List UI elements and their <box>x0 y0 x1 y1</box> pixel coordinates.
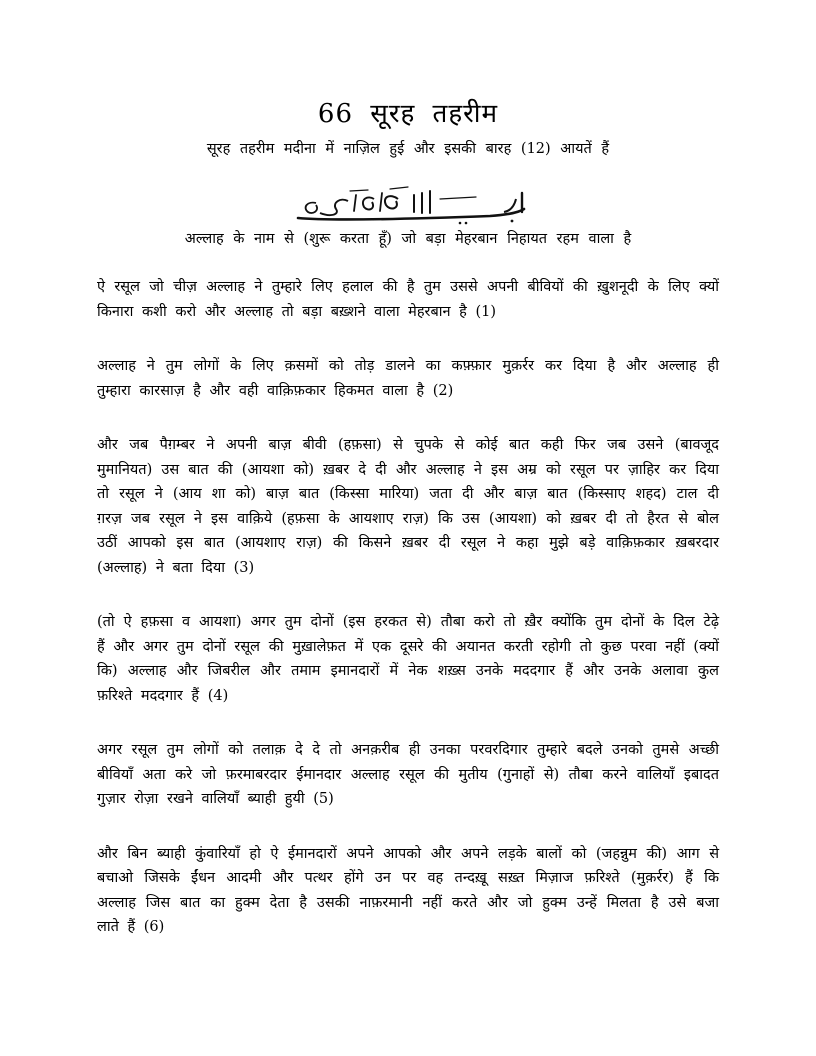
surah-subtitle: सूरह तहरीम मदीना में नाज़िल हुई और इसकी बारह (12) आयतें हैं <box>206 141 610 157</box>
invocation-line: अल्लाह के नाम से (शुरू करता हूँ) जो बड़ा मेहरबान निहायत रहम वाला है <box>184 231 632 247</box>
page-title: 66 सूरह तहरीम <box>317 99 499 129</box>
verse-4: (तो ऐ हफ़सा व आयशा) अगर तुम दोनों (इस हरकत से) तौबा करो तो ख़ैर क्योंकि तुम दोनों के दिल टेढ़े हैं और अगर तुम दोनों रसूल की मुख़ालेफ़त में एक दूसरे की अयानत करती रहोगी तो कुछ परवा नहीं (क्यों कि) अल्लाह और जिबरील और तमाम इमानदारों में नेक शख़्स उनके मददगार हैं और उनके अलावा कुल फ़रिश्ते मददगार हैं (4) <box>97 614 719 704</box>
verse-2: अल्लाह ने तुम लोगों के लिए क़समों को तोड़ डालने का कफ़्फ़ार मुक़र्रर कर दिया है और अल्लाह ही तुम्हारा कारसाज़ है और वही वाक़िफ़कार हिकमत वाला है (2) <box>97 358 719 399</box>
verse-list <box>97 275 719 970</box>
bismillah-calligraphy-image <box>290 185 530 227</box>
verse-5: अगर रसूल तुम लोगों को तलाक़ दे दे तो अनक़रीब ही उनका परवरदिगार तुम्हारे बदले उनको तुमसे अच्छी बीवियाँ अता करे जो फ़रमाबरदार ईमानदार अल्लाह रसूल की मुतीय (गुनाहों से) तौबा करने वालियाँ इबादत गुज़ार रोज़ा रखने वालियाँ ब्याही हुयी (5) <box>97 742 719 807</box>
verse-3: और जब पैग़म्बर ने अपनी बाज़ बीवी (हफ़सा) से चुपके से कोई बात कही फिर जब उसने (बावजूद मुमानियत) उस बात की (आयशा को) ख़बर दे दी और अल्लाह ने इस अम्र को रसूल पर ज़ाहिर कर दिया तो रसूल ने (आय शा को) बाज़ बात (किस्सा मारिया) जता दी और बाज़ बात (किस्साए शहद) टाल दी ग़रज़ जब रसूल ने इस वाक़िये (हफ़सा के आयशाए राज़) कि उस (आयशा) को ख़बर दी तो हैरत से बोल उठीं आपको इस बात (आयशाए राज़) की किसने ख़बर दी रसूल ने कहा मुझे बड़े वाक़िफ़कार ख़बरदार (अल्लाह) ने बता दिया (3) <box>97 437 719 576</box>
bismillah-calligraphy <box>290 185 530 227</box>
verse-6: और बिन ब्याही कुंवारियाँ हो ऐ ईमानदारों अपने आपको और अपने लड़के बालों को (जहन्नुम की) आग से बचाओ जिसके ईंधन आदमी और पत्थर होंगे उन पर वह तन्दख़ू सख़्त मिज़ाज फ़रिश्ते (मुक़र्रर) हैं कि अल्लाह जिस बात का हुक्म देता है उसकी नाफ़रमानी नहीं करते और जो हुक्म उन्हें मिलता है उसे बजा लाते हैं (6) <box>97 845 719 935</box>
verse-1: ऐ रसूल जो चीज़ अल्लाह ने तुम्हारे लिए हलाल की है तुम उससे अपनी बीवियों की ख़ुशनूदी के लिए क्यों किनारा कशी करो और अल्लाह तो बड़ा बख़्शने वाला मेहरबान है (1) <box>97 279 719 320</box>
